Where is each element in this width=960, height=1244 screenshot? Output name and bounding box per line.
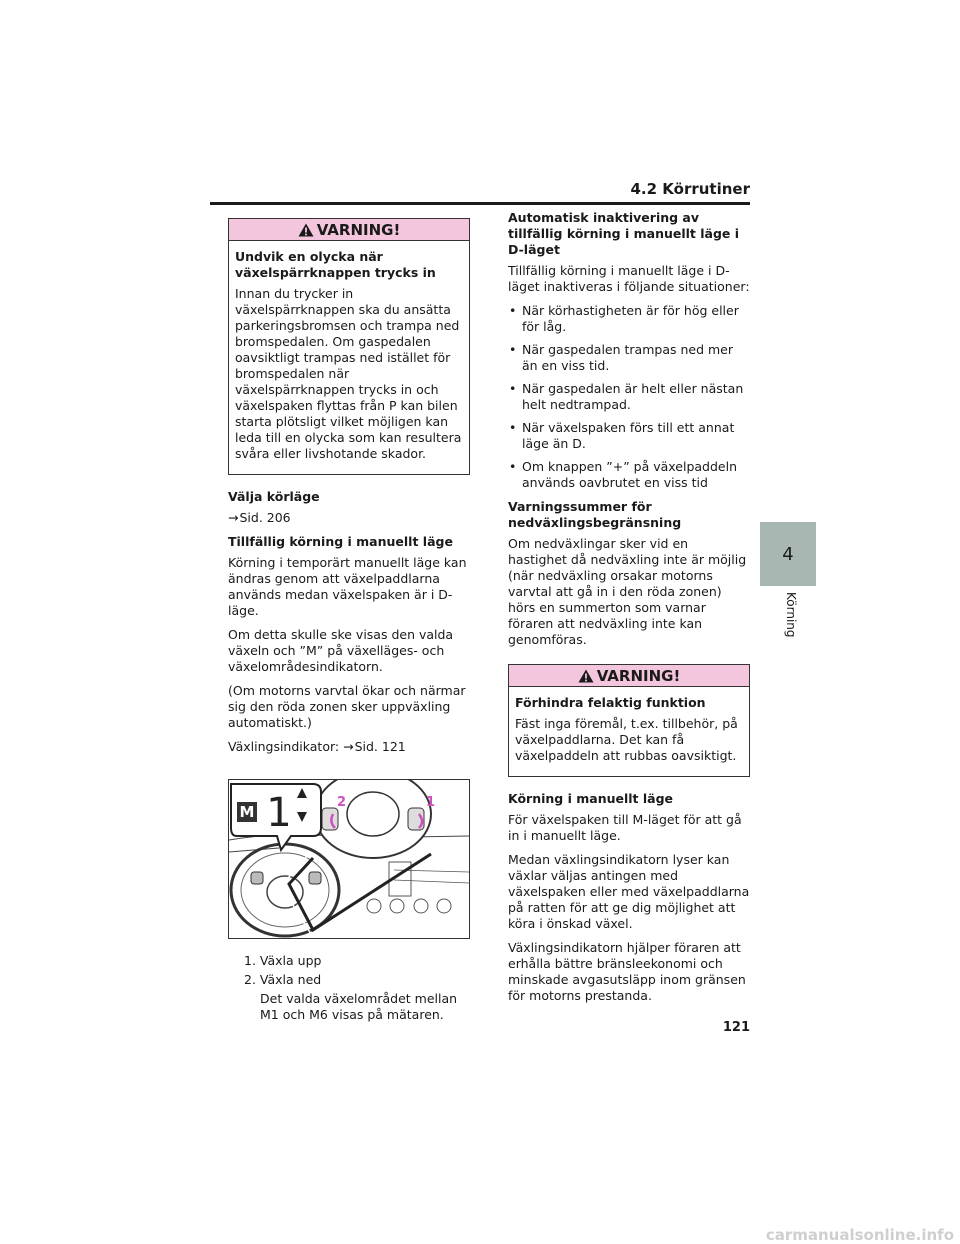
warning-title-1: VARNING! — [316, 220, 401, 239]
reference-sid-121[interactable] — [343, 739, 406, 754]
warning-text-1: Innan du trycker in växelspärrknappen ska du ansätta parkeringsbromsen och trampa ned bromspedalen. Om gaspedalen oavsiktligt trampas ned istället för bromspedalen när växelspärrknappen trycks in och växelspaken flyttas från P kan bilen starta plötsligt vilket möjligen kan leda till en olycka som kan resultera svåra eller livshotande skador. — [235, 286, 462, 461]
warning-heading-1: Undvik en olycka när växelspärrknappen trycks in — [235, 249, 436, 280]
steering-wheel-illustration — [229, 780, 469, 938]
gear-letter: M — [239, 803, 255, 821]
paragraph-downshift-buzzer: Om nedväxlingar sker vid en hastighet då nedväxling inte är möjlig (när nedväxling orsakar motorns varvtal att gå in i den röda zonen) hörs en summerton som varnar föraren att nedväxling inte kan genomföras. — [508, 536, 747, 647]
heading-manual-mode: Körning i manuellt läge — [508, 791, 674, 806]
list-item: • När körhastigheten är för hög eller för låg. — [508, 303, 750, 335]
warning-title-2: VARNING! — [596, 666, 681, 685]
paragraph-indicator-ref — [228, 739, 470, 755]
heading-automatic-deactivation: Automatisk inaktivering av tillfällig körning i manuellt läge i D-läget — [508, 210, 740, 257]
chapter-tab — [760, 522, 816, 586]
arrow-right-icon: → — [343, 739, 354, 754]
paragraph-display: Om detta skulle ske visas den valda växeln och ”M” på växelläges- och växelområdesindikatorn. — [228, 627, 454, 674]
warning-box-2 — [508, 664, 750, 777]
list-item-1: 1. Växla upp — [244, 953, 322, 968]
header-rule — [210, 202, 750, 205]
warning-header-2 — [509, 665, 749, 687]
right-column — [508, 210, 750, 1012]
indicator-label: Växlingsindikator: — [228, 739, 344, 754]
watermark: carmanualsonline.info — [765, 1226, 954, 1244]
list-item: • Om knappen ”+” på växelpaddeln används oavbrutet en viss tid — [508, 459, 750, 491]
list-item: • När gaspedalen trampas ned mer än en viss tid. — [508, 342, 750, 374]
paragraph-deactivation-intro: Tillfällig körning i manuellt läge i D-läget inaktiveras i följande situationer: — [508, 263, 750, 294]
warning-triangle-icon — [298, 223, 314, 237]
chapter-label: Körning — [784, 592, 798, 638]
paragraph-indicator-help: Växlingsindikatorn hjälper föraren att erhålla bättre bränsleekonomi och minskade avgasutsläpp inom gränsen för motorns prestanda. — [508, 940, 746, 1003]
reference-sid-206[interactable] — [228, 510, 470, 526]
paragraph-temporary-manual: Körning i temporärt manuellt läge kan ändras genom att växelpaddlarna används medan växelspaken är i D-läge. — [228, 555, 467, 618]
callout-number-1: 1 — [426, 795, 436, 810]
heading-downshift-buzzer: Varningssummer för nedväxlingsbegränsning — [508, 499, 682, 530]
reference-text: Sid. 121 — [354, 739, 406, 754]
reference-text: Sid. 206 — [239, 510, 291, 525]
arrow-right-icon: → — [228, 510, 239, 525]
warning-heading-2: Förhindra felaktig funktion — [515, 695, 706, 710]
warning-body-1 — [229, 241, 469, 474]
callout-number-2: 2 — [337, 795, 347, 810]
list-item-2: 2. Växla ned — [244, 972, 322, 987]
heading-valja-korlage: Välja körläge — [228, 489, 320, 504]
warning-box-1 — [228, 218, 470, 475]
paragraph-manual-mode-enter: För växelspaken till M-läget för att gå in i manuellt läge. — [508, 812, 742, 843]
list-item: • När gaspedalen är helt eller nästan helt nedtrampad. — [508, 381, 750, 413]
list-item: • När växelspaken förs till ett annat läge än D. — [508, 420, 750, 452]
warning-header-1 — [229, 219, 469, 241]
paddle-shift-figure — [228, 779, 470, 939]
paragraph-rpm: (Om motorns varvtal ökar och närmar sig den röda zonen sker uppväxling automatiskt.) — [228, 683, 466, 730]
chapter-number: 4 — [782, 543, 794, 565]
heading-tillfallig-korning: Tillfällig körning i manuellt läge — [228, 534, 453, 549]
numbered-list — [228, 953, 470, 1023]
warning-triangle-icon — [578, 669, 594, 683]
page-number: 121 — [722, 1020, 750, 1035]
list-item-2-detail: Det valda växelområdet mellan M1 och M6 visas på mätaren. — [260, 991, 458, 1022]
section-header: 4.2 Körrutiner — [630, 180, 750, 198]
warning-text-2: Fäst inga föremål, t.ex. tillbehör, på växelpaddlarna. Det kan få växelpaddeln att rubbas oavsiktigt. — [515, 716, 738, 763]
paragraph-manual-mode-shift: Medan växlingsindikatorn lyser kan växlar väljas antingen med växelspaken eller med växelpaddlarna på ratten för att ge dig möjlighet att köra i önskad växel. — [508, 852, 750, 931]
gear-number: 1 — [266, 790, 292, 836]
deactivation-list — [508, 303, 750, 491]
left-column — [228, 218, 470, 1026]
warning-body-2 — [509, 687, 749, 776]
